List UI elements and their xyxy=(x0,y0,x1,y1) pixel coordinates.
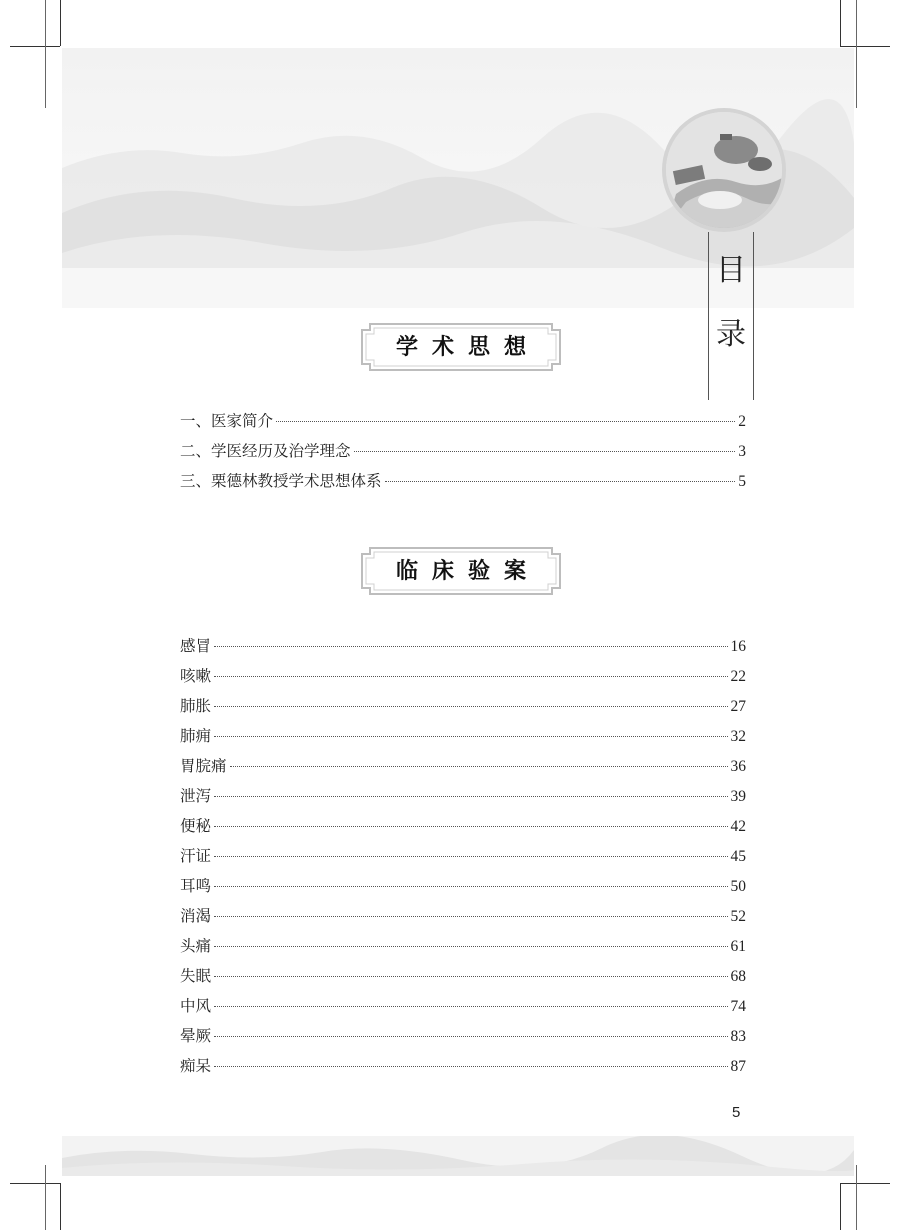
toc-entry[interactable] xyxy=(180,664,746,694)
toc-entry[interactable] xyxy=(180,439,746,469)
toc-entry-title: 头痛 xyxy=(180,937,212,955)
toc-entry-title: 三、栗德林教授学术思想体系 xyxy=(180,472,382,490)
toc-entry-title: 泄泻 xyxy=(180,787,212,805)
toc-entry[interactable] xyxy=(180,634,746,664)
toc-entry-page: 83 xyxy=(730,1028,746,1045)
toc-entry[interactable] xyxy=(180,694,746,724)
toc-entry[interactable] xyxy=(180,964,746,994)
toc-entry[interactable] xyxy=(180,1054,746,1084)
toc-entry-title: 肺痈 xyxy=(180,727,212,745)
toc-entry[interactable] xyxy=(180,904,746,934)
contents-title xyxy=(708,232,754,400)
dot-leader xyxy=(214,856,727,857)
toc-entry-page: 16 xyxy=(730,638,746,655)
dot-leader xyxy=(214,646,727,647)
toc-entry-page: 45 xyxy=(730,848,746,865)
toc-entry-page: 3 xyxy=(738,443,746,460)
toc-entry-title: 中风 xyxy=(180,997,212,1015)
toc-entry-page: 42 xyxy=(730,818,746,835)
toc-entry-title: 汗证 xyxy=(180,847,212,865)
section-heading-label: 学术思想 xyxy=(395,334,540,360)
toc-entry-page: 68 xyxy=(730,968,746,985)
dot-leader xyxy=(214,946,727,947)
crop-mark xyxy=(840,1183,841,1230)
toc-entry[interactable] xyxy=(180,784,746,814)
crop-mark xyxy=(10,46,60,47)
section-heading-academic-thought xyxy=(360,322,562,372)
dot-leader xyxy=(385,481,736,482)
toc-entry-page: 27 xyxy=(730,698,746,715)
toc-entry[interactable] xyxy=(180,724,746,754)
dot-leader xyxy=(214,1036,727,1037)
contents-title-char: 目 xyxy=(716,253,746,288)
dot-leader xyxy=(354,451,736,452)
page-number: 5 xyxy=(732,1104,741,1121)
crop-mark xyxy=(60,0,61,46)
crop-mark xyxy=(60,1183,61,1230)
toc-entry-title: 耳鸣 xyxy=(180,877,212,895)
toc-entry[interactable] xyxy=(180,1024,746,1054)
toc-entry-page: 39 xyxy=(730,788,746,805)
section-heading-clinical-cases xyxy=(360,546,562,596)
tea-herb-badge xyxy=(666,112,782,228)
crop-mark xyxy=(856,1165,857,1230)
toc-entry[interactable] xyxy=(180,874,746,904)
toc-entry-page: 32 xyxy=(730,728,746,745)
toc-entry-page: 74 xyxy=(730,998,746,1015)
toc-entry[interactable] xyxy=(180,814,746,844)
toc-entry-page: 87 xyxy=(730,1058,746,1075)
toc-entry-title: 失眠 xyxy=(180,967,212,985)
dot-leader xyxy=(214,886,727,887)
dot-leader xyxy=(214,736,727,737)
mountain-mist-footer xyxy=(62,1136,854,1176)
toc-entry-title: 一、医家简介 xyxy=(180,412,274,430)
toc-entry[interactable] xyxy=(180,934,746,964)
toc-entry-title: 便秘 xyxy=(180,817,212,835)
dot-leader xyxy=(276,421,735,422)
toc-entry-page: 36 xyxy=(730,758,746,775)
toc-list-academic-thought xyxy=(180,409,746,499)
crop-mark xyxy=(856,0,857,108)
dot-leader xyxy=(214,1066,727,1067)
crop-mark xyxy=(45,0,46,108)
toc-entry[interactable] xyxy=(180,754,746,784)
crop-mark xyxy=(840,0,841,46)
toc-entry[interactable] xyxy=(180,994,746,1024)
dot-leader xyxy=(214,976,727,977)
dot-leader xyxy=(214,706,727,707)
dot-leader xyxy=(214,1006,727,1007)
dot-leader xyxy=(214,916,727,917)
toc-entry-title: 消渴 xyxy=(180,907,212,925)
toc-entry-page: 2 xyxy=(738,413,746,430)
toc-entry[interactable] xyxy=(180,469,746,499)
toc-entry-title: 晕厥 xyxy=(180,1027,212,1045)
crop-mark xyxy=(840,46,890,47)
dot-leader xyxy=(214,676,727,677)
toc-entry[interactable] xyxy=(180,844,746,874)
toc-entry-page: 5 xyxy=(738,473,746,490)
toc-entry-title: 胃脘痛 xyxy=(180,757,227,775)
crop-mark xyxy=(10,1183,60,1184)
dot-leader xyxy=(230,766,728,767)
toc-entry-title: 肺胀 xyxy=(180,697,212,715)
toc-entry-title: 感冒 xyxy=(180,637,212,655)
toc-entry-page: 50 xyxy=(730,878,746,895)
toc-entry-title: 咳嗽 xyxy=(180,667,212,685)
toc-entry-title: 二、学医经历及治学理念 xyxy=(180,442,351,460)
toc-entry-page: 52 xyxy=(730,908,746,925)
contents-title-char: 录 xyxy=(716,317,746,352)
toc-list-clinical-cases xyxy=(180,634,746,1084)
crop-mark xyxy=(840,1183,890,1184)
crop-mark xyxy=(45,1165,46,1230)
dot-leader xyxy=(214,826,727,827)
section-heading-label: 临床验案 xyxy=(395,558,540,584)
toc-entry[interactable] xyxy=(180,409,746,439)
toc-entry-page: 61 xyxy=(730,938,746,955)
toc-entry-page: 22 xyxy=(730,668,746,685)
toc-entry-title: 痴呆 xyxy=(180,1057,212,1075)
dot-leader xyxy=(214,796,727,797)
